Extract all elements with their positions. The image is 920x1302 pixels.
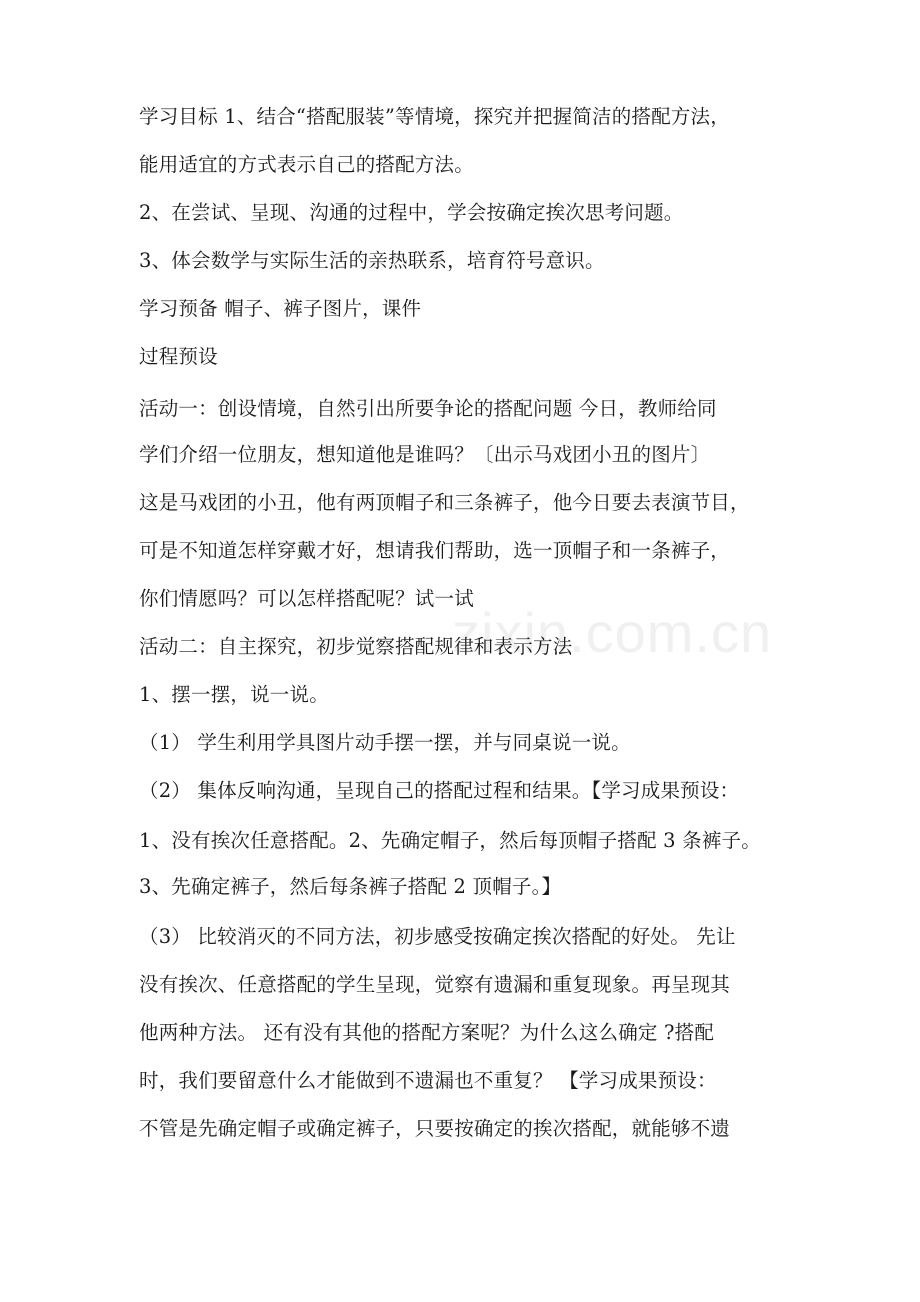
text-line: 3、先确定裤子，然后每条裤子搭配 2 顶帽子。】 [139,875,562,898]
text-line-learning-goal: 学习目标 1、结合“搭配服装”等情境，探究并把握简洁的搭配方法， [139,105,730,128]
text-line: 你们情愿吗？可以怎样搭配呢？试一试 [139,587,474,610]
text-line: 1、没有挨次任意搭配。2、先确定帽子，然后每顶帽子搭配 3 条裤子。 [139,829,761,852]
section-heading-process: 过程预设 [139,345,218,368]
text-line: 没有挨次、任意搭配的学生呈现，觉察有遗漏和重复现象。再呈现其 [139,973,731,996]
text-line: 这是马戏团的小丑，他有两顶帽子和三条裤子，他今日要去表演节目， [139,491,750,514]
text-line-learning-prep: 学习预备 帽子、裤子图片，课件 [139,297,422,320]
text-line: 能用适宜的方式表示自己的搭配方法。 [139,153,474,176]
text-line: 2、在尝试、呈现、沟通的过程中，学会按确定挨次思考问题。 [139,201,684,224]
text-line: （2） 集体反响沟通，呈现自己的搭配过程和结果。【学习成果预设： [139,779,740,802]
text-line: 学们介绍一位朋友，想知道他是谁吗？〔出示马戏团小丑的图片〕 [139,443,711,466]
text-line: 不管是先确定帽子或确定裤子，只要按确定的挨次搭配，就能够不遗 [139,1117,731,1140]
watermark: zixin.com.cn [452,601,773,664]
text-line: （3） 比较消灭的不同方法，初步感受按确定挨次搭配的好处。 先让 [139,925,736,948]
text-line-activity-two: 活动二：自主探究，初步觉察搭配规律和表示方法 [139,635,573,658]
text-line-activity-one: 活动一：创设情境，自然引出所要争论的搭配问题 今日，教师给同 [139,397,717,420]
text-line: 可是不知道怎样穿戴才好，想请我们帮助，选一顶帽子和一条裤子， [139,539,731,562]
text-line: 1、摆一摆，说一说。 [139,683,329,706]
text-line: （1） 学生利用学具图片动手摆一摆，并与同桌说一说。 [139,731,631,754]
text-line: 时，我们要留意什么才能做到不遗漏也不重复？ 【学习成果预设： [139,1069,717,1092]
text-line: 3、体会数学与实际生活的亲热联系，培育符号意识。 [139,249,605,272]
text-line: 他两种方法。 还有没有其他的搭配方案呢？为什么这么确定 ?搭配 [139,1021,715,1044]
